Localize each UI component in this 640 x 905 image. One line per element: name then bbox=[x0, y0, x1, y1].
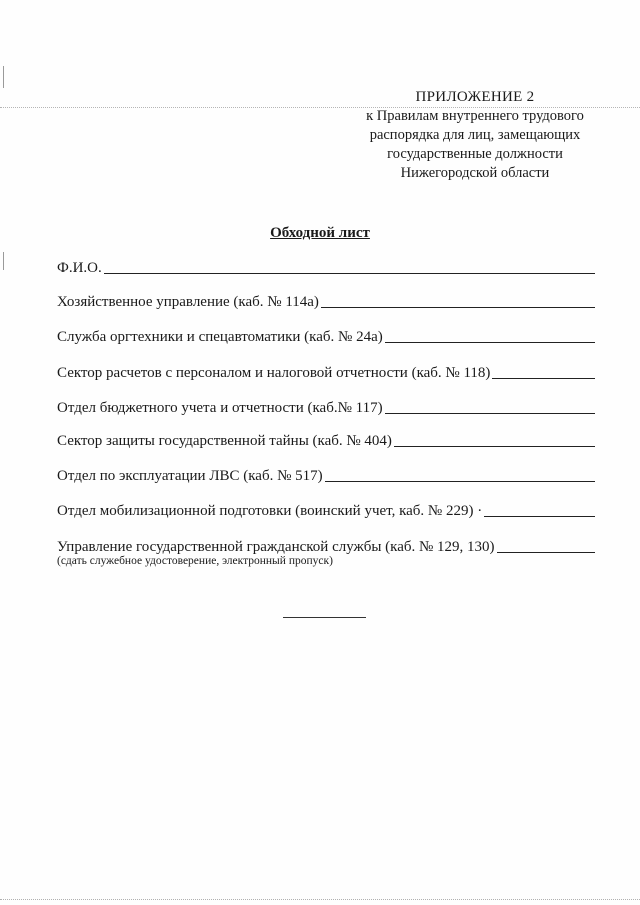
appendix-heading: ПРИЛОЖЕНИЕ 2 bbox=[415, 89, 535, 105]
field-civil-service-department bbox=[57, 538, 595, 556]
appendix-block bbox=[340, 88, 610, 183]
signature-line bbox=[484, 515, 595, 517]
bottom-short-rule bbox=[283, 617, 366, 618]
document-title bbox=[0, 225, 640, 242]
appendix-line: государственные должности bbox=[387, 146, 563, 162]
field-label: Хозяйственное управление (каб. № 114а) bbox=[57, 294, 319, 310]
field-label: Служба оргтехники и спецавтоматики (каб. № 24а) bbox=[57, 329, 383, 345]
signature-line bbox=[385, 341, 595, 343]
field-household-department bbox=[57, 293, 595, 311]
field-fio bbox=[57, 259, 595, 277]
field-label: Отдел по эксплуатации ЛВС (каб. № 517) bbox=[57, 468, 323, 484]
field-lan-department bbox=[57, 467, 595, 485]
field-budget-accounting bbox=[57, 399, 595, 417]
appendix-line: распорядка для лиц, замещающих bbox=[369, 127, 581, 143]
field-label: Управление государственной гражданской службы (каб. № 129, 130) bbox=[57, 539, 495, 555]
field-mobilization-department bbox=[57, 502, 595, 520]
field-label: Сектор расчетов с персоналом и налоговой отчетности (каб. № 118) bbox=[57, 365, 491, 381]
civil-service-note: (сдать служебное удостоверение, электронный пропуск) bbox=[57, 555, 333, 567]
signature-line bbox=[394, 445, 595, 447]
field-label: Отдел бюджетного учета и отчетности (каб.№ 117) bbox=[57, 400, 383, 416]
signature-line bbox=[325, 480, 595, 482]
scan-mark-left-top bbox=[3, 66, 4, 88]
scan-dotted-line-bottom bbox=[0, 899, 640, 900]
signature-line bbox=[497, 551, 595, 553]
signature-line bbox=[385, 412, 595, 414]
field-label: Ф.И.О. bbox=[57, 260, 102, 276]
signature-line bbox=[321, 306, 595, 308]
appendix-line: к Правилам внутреннего трудового bbox=[366, 108, 584, 124]
signature-line bbox=[492, 377, 595, 379]
scan-mark-left-middle bbox=[3, 252, 4, 270]
appendix-line: Нижегородской области bbox=[400, 165, 550, 181]
field-payroll-sector bbox=[57, 364, 595, 382]
document-title-text: Обходной лист bbox=[270, 225, 370, 241]
signature-line bbox=[104, 272, 595, 274]
field-office-equipment-service bbox=[57, 328, 595, 346]
field-label: Сектор защиты государственной тайны (каб. № 404) bbox=[57, 433, 392, 449]
field-state-secret-sector bbox=[57, 432, 595, 450]
field-label: Отдел мобилизационной подготовки (воинский учет, каб. № 229) · bbox=[57, 503, 483, 519]
